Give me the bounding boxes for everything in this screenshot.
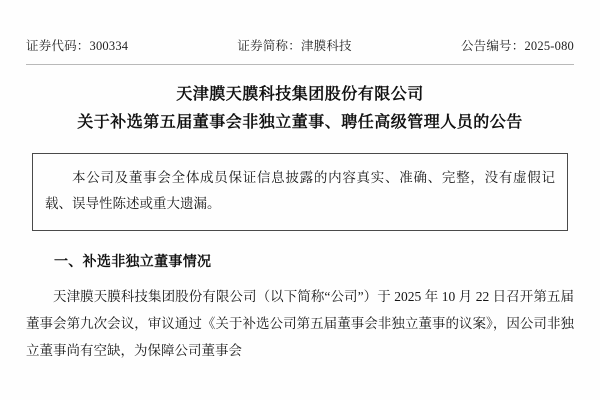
page-title xyxy=(26,81,574,137)
announcement-subject-title: 关于补选第五届董事会非独立董事、聘任高级管理人员的公告 xyxy=(77,114,523,131)
disclosure-statement-text: 本公司及董事会全体成员保证信息披露的内容真实、准确、完整，没有虚假记载、误导性陈述或重大遗漏。 xyxy=(45,170,555,212)
security-abbreviation xyxy=(237,36,351,54)
company-name-title: 天津膜天膜科技集团股份有限公司 xyxy=(176,86,424,103)
announcement-number-label: 公告编号： xyxy=(460,39,525,53)
section-heading-1: 一、补选非独立董事情况 xyxy=(54,254,212,270)
header-divider xyxy=(26,64,574,65)
security-abbreviation-label: 证券简称： xyxy=(237,39,301,53)
document-header xyxy=(26,36,574,54)
security-code-value: 300334 xyxy=(89,39,129,53)
announcement-number xyxy=(461,36,574,54)
disclosure-statement-box xyxy=(32,153,568,231)
security-code xyxy=(26,36,128,54)
announcement-number-value: 2025-080 xyxy=(524,39,574,53)
security-code-label: 证券代码： xyxy=(26,39,90,53)
security-abbreviation-value: 津膜科技 xyxy=(300,39,352,53)
section-paragraph-1: 天津膜天膜科技集团股份有限公司（以下简称“公司”）于 2025 年 10 月 22 日召开第五届董事会第九次会议，审议通过《关于补选公司第五届董事会非独立董事的议案》，因公司非独立董事尚有空缺，为保障公司董事会 xyxy=(26,288,574,358)
